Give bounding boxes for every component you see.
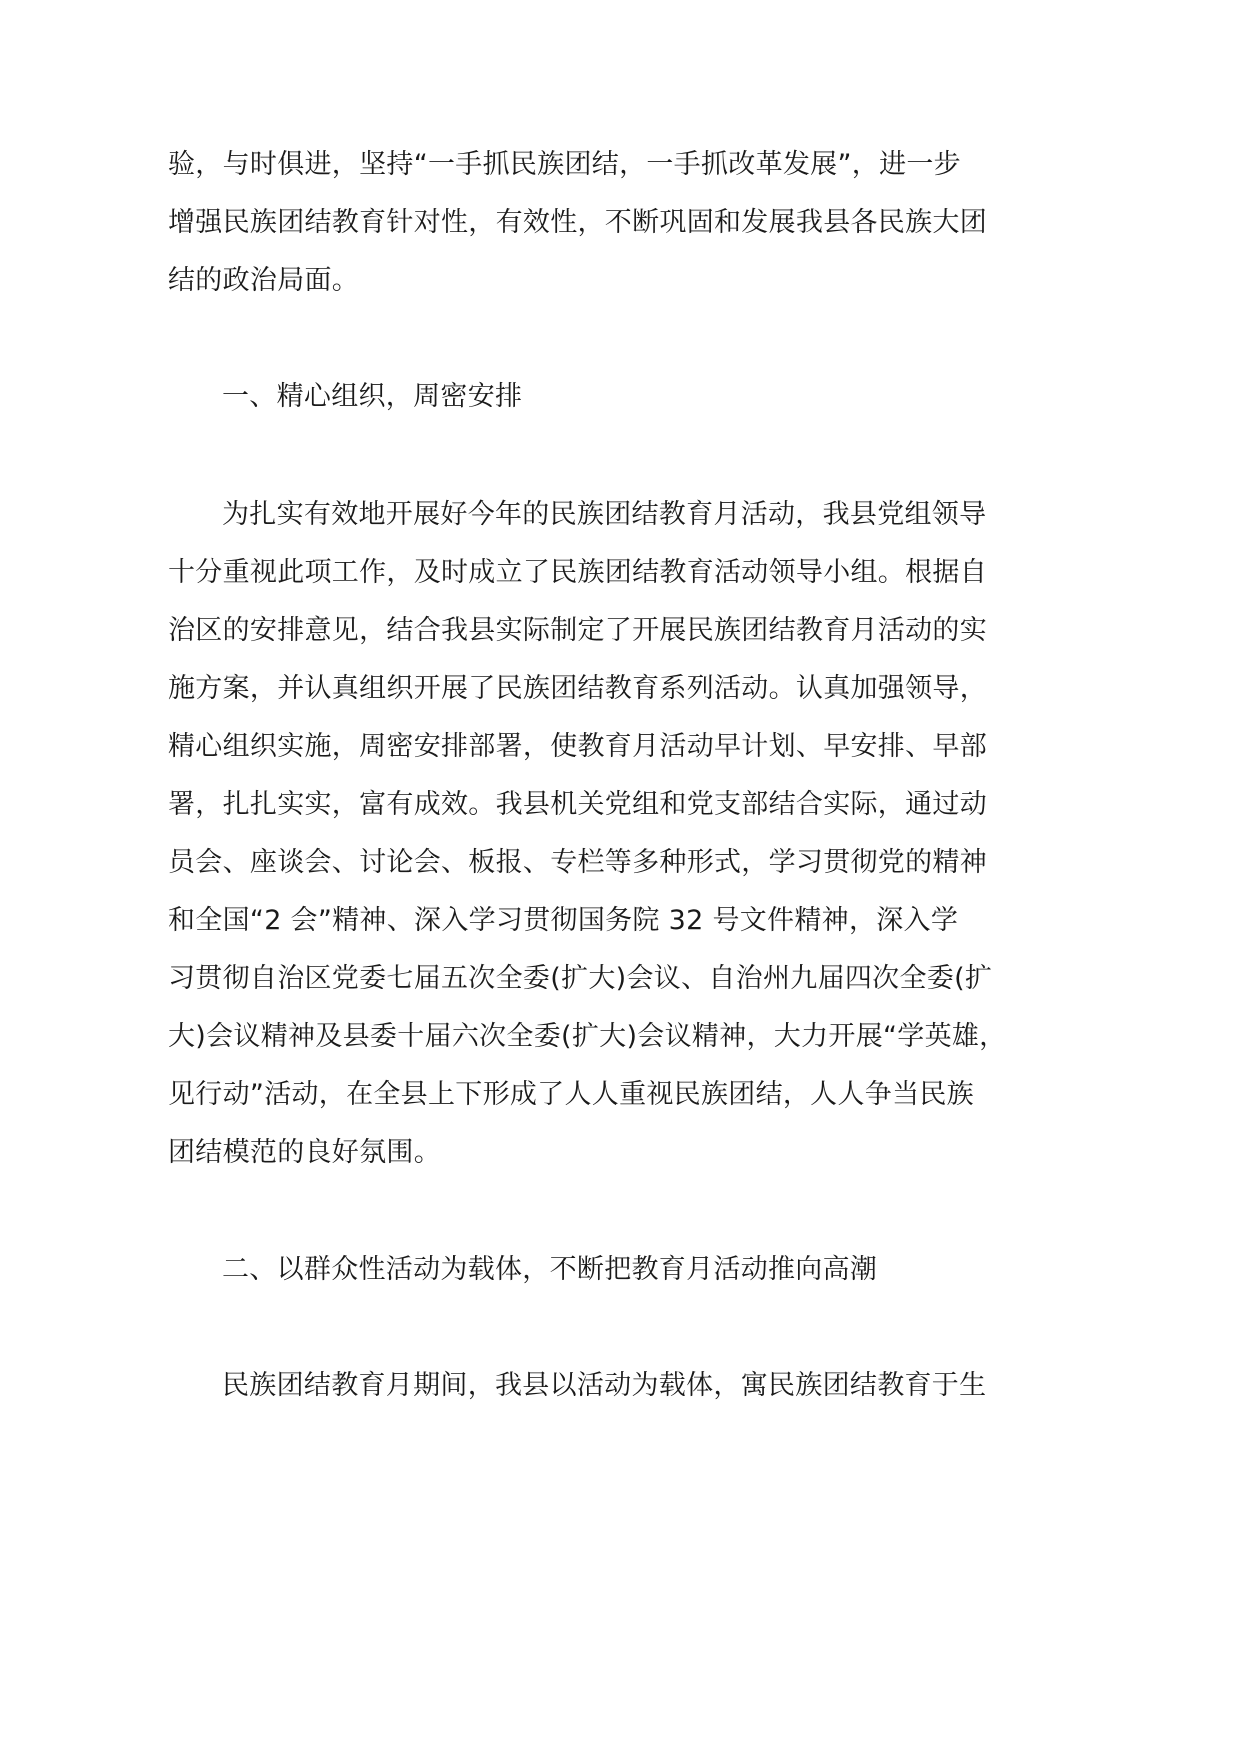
paragraph-1-line-3: 结的政治局面。 — [168, 265, 360, 296]
paragraph-2-line-1: 为扎实有效地开展好今年的民族团结教育月活动，我县党组领导 — [222, 499, 987, 530]
section-heading-1: 一、精心组织，周密安排 — [222, 381, 523, 412]
paragraph-2-line-8: 和全国“2 会”精神、深入学习贯彻国务院 32 号文件精神，深入学 — [168, 905, 959, 936]
paragraph-2-line-2: 十分重视此项工作，及时成立了民族团结教育活动领导小组。根据自 — [168, 557, 987, 588]
paragraph-2-line-6: 署，扎扎实实，富有成效。我县机关党组和党支部结合实际，通过动 — [168, 789, 987, 820]
paragraph-2-line-7: 员会、座谈会、讨论会、板报、专栏等多种形式，学习贯彻党的精神 — [168, 847, 987, 878]
paragraph-2-line-4: 施方案，并认真组织开展了民族团结教育系列活动。认真加强领导， — [168, 673, 987, 704]
paragraph-1-line-1: 验，与时俱进，坚持“一手抓民族团结，一手抓改革发展”，进一步 — [168, 149, 961, 180]
paragraph-2-line-11: 见行动”活动，在全县上下形成了人人重视民族团结，人人争当民族 — [168, 1079, 974, 1110]
paragraph-3-line-1: 民族团结教育月期间，我县以活动为载体，寓民族团结教育于生 — [222, 1370, 987, 1401]
section-heading-2: 二、以群众性活动为载体，不断把教育月活动推向高潮 — [222, 1254, 878, 1285]
paragraph-1-line-2: 增强民族团结教育针对性，有效性，不断巩固和发展我县各民族大团 — [168, 207, 987, 238]
paragraph-2-line-10: 大)会议精神及县委十届六次全委(扩大)会议精神，大力开展“学英雄， — [168, 1021, 1007, 1052]
paragraph-2-line-5: 精心组织实施，周密安排部署，使教育月活动早计划、早安排、早部 — [168, 731, 987, 762]
paragraph-2-line-3: 治区的安排意见，结合我县实际制定了开展民族团结教育月活动的实 — [168, 615, 987, 646]
paragraph-2-line-12: 团结模范的良好氛围。 — [168, 1137, 441, 1168]
paragraph-2-line-9: 习贯彻自治区党委七届五次全委(扩大)会议、自治州九届四次全委(扩 — [168, 963, 993, 994]
